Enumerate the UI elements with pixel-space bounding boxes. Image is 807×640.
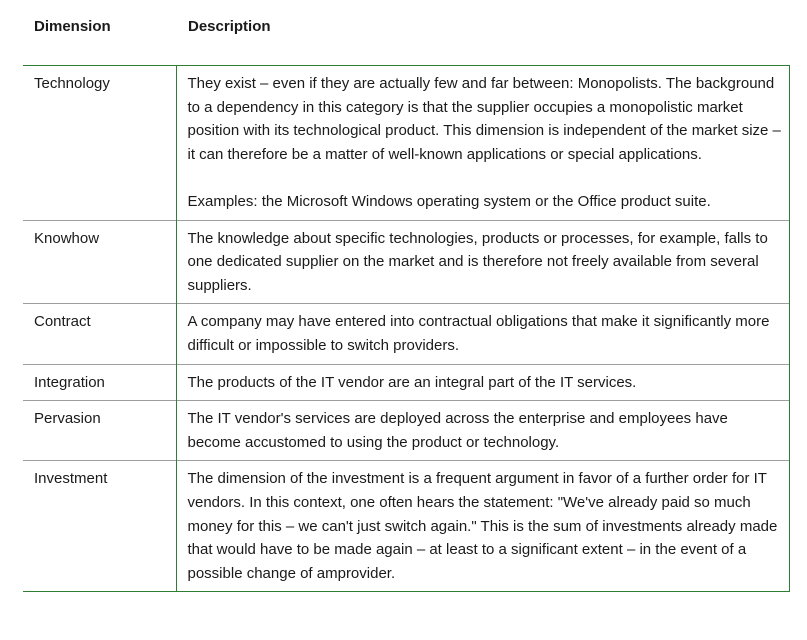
description-paragraph: The dimension of the investment is a frequent argument in favor of a further order for IT vendors. In this context, one often hears the statement: "We've already paid so much money for this – we can't just switch again." This is the sum of investments already made that would have to be made again – at least to a significant extent – in the event of a possible change of amprovider. xyxy=(187,470,778,582)
table-row xyxy=(23,220,790,304)
table-header xyxy=(0,0,807,66)
description-paragraph: The IT vendor's services are deployed across the enterprise and employees have become accustomed to using the product or technology. xyxy=(187,410,728,451)
table-row xyxy=(23,401,790,461)
description-paragraph: Examples: the Microsoft Windows operating system or the Office product suite. xyxy=(187,192,711,210)
table-row xyxy=(23,66,790,221)
description-cell xyxy=(176,364,790,401)
table-row xyxy=(23,304,790,364)
description-cell xyxy=(176,461,790,592)
dimension-cell: Integration xyxy=(23,364,176,401)
description-paragraph: The knowledge about specific technologies, products or processes, for example, falls to one dedicated supplier on the market and is therefore not freely available from several suppliers. xyxy=(187,229,768,294)
table-row xyxy=(23,461,790,592)
dimension-cell: Investment xyxy=(23,461,176,592)
dimension-cell: Contract xyxy=(23,304,176,364)
column-header-description: Description xyxy=(188,18,271,35)
dimension-cell: Knowhow xyxy=(23,220,176,304)
table-row xyxy=(23,364,790,401)
description-cell xyxy=(176,304,790,364)
description-paragraph: A company may have entered into contractual obligations that make it significantly more difficult or impossible to switch providers. xyxy=(187,313,770,354)
description-paragraph: The products of the IT vendor are an integral part of the IT services. xyxy=(187,373,637,391)
description-paragraph: They exist – even if they are actually few and far between: Monopolists. The background to a dependency in this category is that the supplier occupies a monopolistic market position with its technological product. This dimension is independent of the market size – it can therefore be a matter of well-known applications or special applications. xyxy=(187,75,781,163)
dimension-cell: Pervasion xyxy=(23,401,176,461)
description-cell xyxy=(176,66,790,221)
column-header-dimension: Dimension xyxy=(34,18,111,35)
description-cell xyxy=(176,401,790,461)
dimension-cell: Technology xyxy=(23,66,176,221)
dimensions-table xyxy=(23,65,790,592)
description-cell xyxy=(176,220,790,304)
table-body xyxy=(23,66,790,592)
